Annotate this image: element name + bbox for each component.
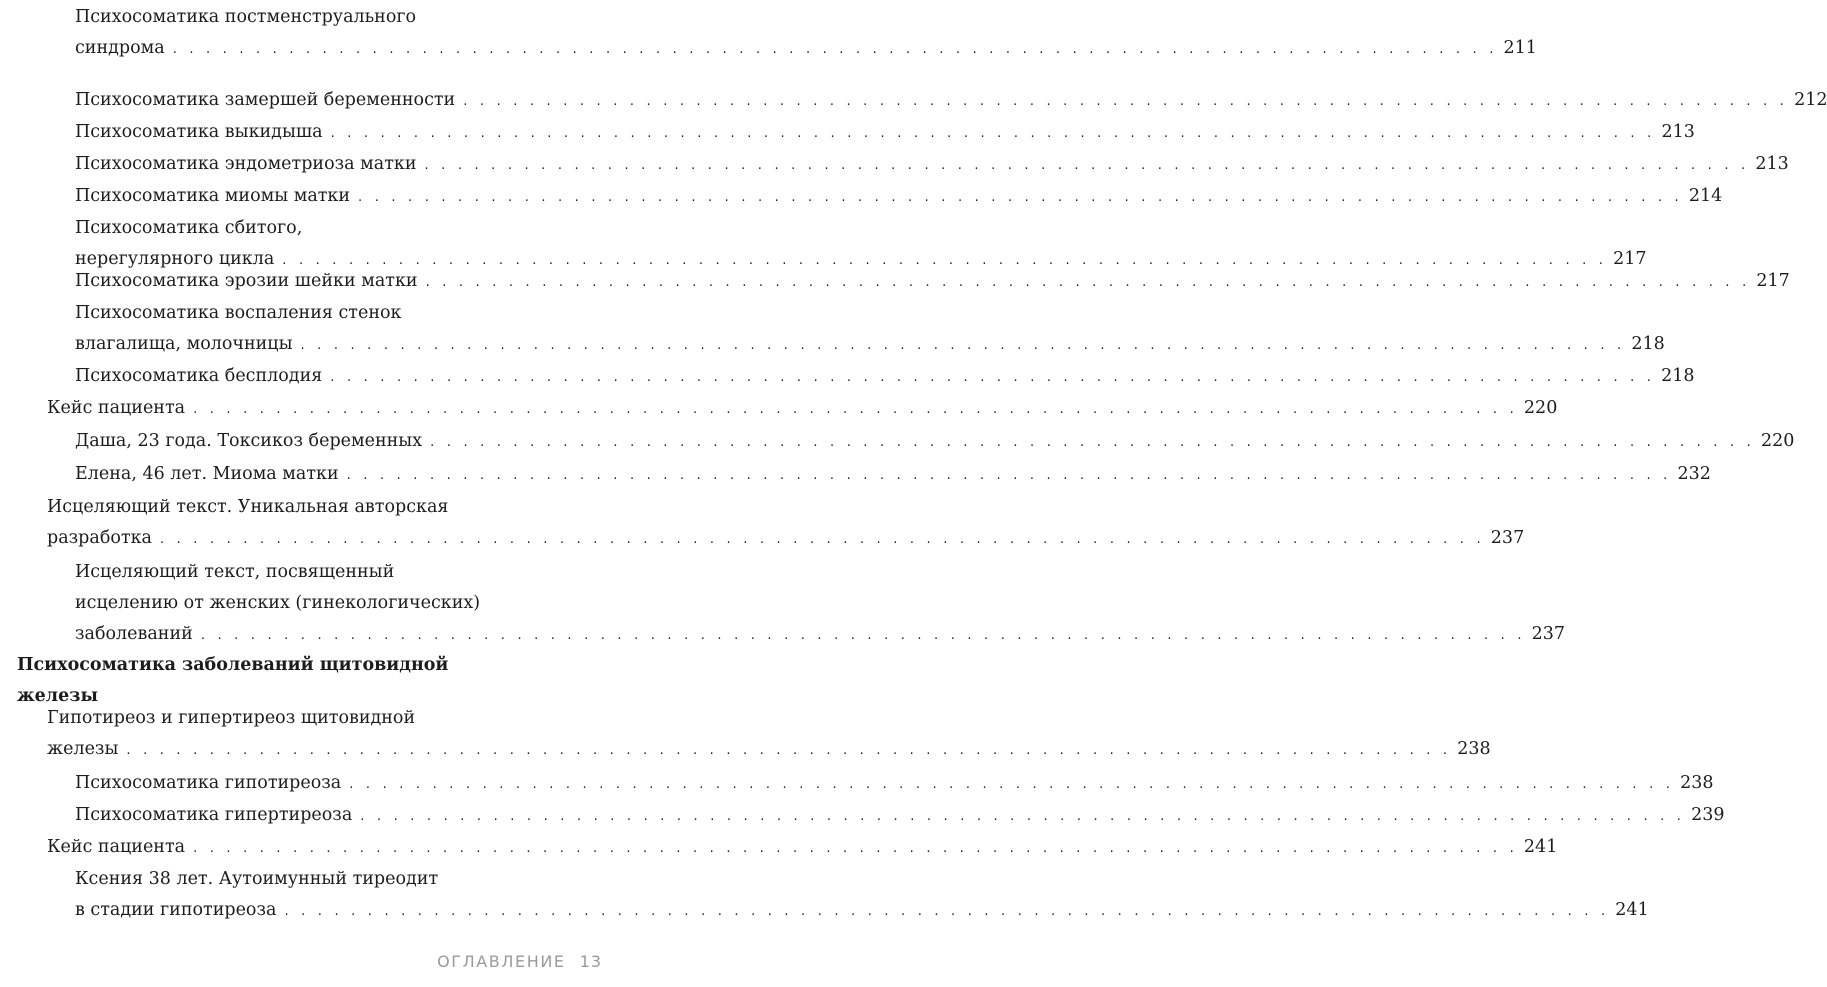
toc-entry-title-line: синдрома (75, 38, 165, 58)
toc-entry-title-line: Психосоматика замершей беременности (75, 90, 456, 110)
toc-page-number: 220 (1760, 431, 1795, 451)
toc-page-number: 218 (1631, 334, 1665, 354)
dot-leader: . . . . . . . . . . . . . . . . . . . . . . . . . . . . . . . . . . . . . . . . . . . . . . . . . . . . . . . . . . . . . . . . . . . . . . . . . . . . . . . . (284, 904, 1610, 919)
toc-page-number: 237 (1531, 624, 1566, 644)
dot-leader: . . . . . . . . . . . . . . . . . . . . . . . . . . . . . . . . . . . . . . . . . . . . . . . . . . . . . . . . . . . . . . . . . . . . . . . . . . . . . . . . (424, 158, 1750, 173)
toc-page-number: 241 (1523, 837, 1558, 857)
toc-page-number: 211 (1503, 38, 1537, 58)
dot-leader: . . . . . . . . . . . . . . . . . . . . . . . . . . . . . . . . . . . . . . . . . . . . . . . . . . . . . . . . . . . . . . . . . . . . . . . . . . . . . . . . (282, 253, 1608, 268)
toc-page-number: 214 (1688, 186, 1723, 206)
toc-entry[interactable] (75, 149, 1789, 180)
dot-leader: . . . . . . . . . . . . . . . . . . . . . . . . . . . . . . . . . . . . . . . . . . . . . . . . . . . . . . . . . . . . . . . . . . . . . . . . . . . . . . . . (300, 338, 1626, 353)
toc-entry-title-line: Психосоматика выкидыша (75, 122, 323, 142)
toc-entry-title-line: Ксения 38 лет. Аутоимунный тиреодит (75, 869, 439, 889)
toc-page-number: 238 (1680, 773, 1714, 793)
toc-entry-title-line: Елена, 46 лет. Миома матки (75, 464, 339, 484)
running-footer (437, 952, 602, 971)
toc-entry[interactable] (47, 832, 1558, 863)
toc-entry[interactable] (75, 864, 1649, 926)
toc-page-number: 218 (1661, 366, 1695, 386)
dot-leader: . . . . . . . . . . . . . . . . . . . . . . . . . . . . . . . . . . . . . . . . . . . . . . . . . . . . . . . . . . . . . . . . . . . . . . . . . . . . . . . . (430, 435, 1755, 450)
toc-entry[interactable] (47, 393, 1558, 424)
toc-entry-title-line: заболеваний (75, 624, 193, 644)
dot-leader: . . . . . . . . . . . . . . . . . . . . . . . . . . . . . . . . . . . . . . . . . . . . . . . . . . . . . . . . . . . . . . . . . . . . . . . . . . . . . . . . (360, 809, 1686, 824)
dot-leader: . . . . . . . . . . . . . . . . . . . . . . . . . . . . . . . . . . . . . . . . . . . . . . . . . . . . . . . . . . . . . . . . . . . . . . . . . . . . . . . . (126, 743, 1452, 758)
dot-leader: . . . . . . . . . . . . . . . . . . . . . . . . . . . . . . . . . . . . . . . . . . . . . . . . . . . . . . . . . . . . . . . . . . . . . . . . . . . . . . . . (330, 370, 1656, 385)
dot-leader: . . . . . . . . . . . . . . . . . . . . . . . . . . . . . . . . . . . . . . . . . . . . . . . . . . . . . . . . . . . . . . . . . . . . . . . . . . . . . . . . (172, 42, 1498, 57)
toc-entry-title-line: Психосоматика гипертиреоза (75, 805, 353, 825)
toc-entry[interactable] (75, 85, 1827, 116)
toc-entry[interactable] (75, 117, 1695, 148)
toc-entry-title-line: Даша, 23 года. Токсикоз беременных (75, 431, 423, 451)
toc-page-number: 217 (1613, 249, 1647, 269)
toc-entry[interactable] (75, 459, 1711, 490)
toc-entry-title-line: Психосоматика гипотиреоза (75, 773, 342, 793)
toc-entry-title-line: Исцеляющий текст, посвященный (75, 562, 395, 582)
toc-entry[interactable] (75, 768, 1714, 799)
dot-leader: . . . . . . . . . . . . . . . . . . . . . . . . . . . . . . . . . . . . . . . . . . . . . . . . . . . . . . . . . . . . . . . . . . . . . . . . . . . . . . . . (200, 628, 1526, 643)
toc-entry-title-line: Психосоматика воспаления стенок (75, 303, 402, 323)
dot-leader: . . . . . . . . . . . . . . . . . . . . . . . . . . . . . . . . . . . . . . . . . . . . . . . . . . . . . . . . . . . . . . . . . . . . . . . . . . . . . . . . (349, 777, 1675, 792)
toc-entry-title-line: нерегулярного цикла (75, 249, 275, 269)
footer-page-number: 13 (579, 952, 602, 971)
toc-page-number: 217 (1756, 271, 1790, 291)
dot-leader: . . . . . . . . . . . . . . . . . . . . . . . . . . . . . . . . . . . . . . . . . . . . . . . . . . . . . . . . . . . . . . . . . . . . . . . . . . . . . . . . (193, 402, 1518, 417)
toc-entry-title-line: Психосоматика бесплодия (75, 366, 323, 386)
toc-entry-title-line: Психосоматика заболеваний щитовидной (17, 655, 449, 675)
toc-entry[interactable] (75, 557, 1566, 650)
toc-entry-title-line: железы (47, 739, 119, 759)
toc-entry[interactable] (75, 2, 1537, 64)
toc-entry-title-line: исцелению от женских (гинекологических) (75, 593, 481, 613)
toc-entry-title-line: Кейс пациента (47, 398, 186, 418)
toc-entry[interactable] (75, 181, 1723, 212)
toc-entry-title-line: Психосоматика сбитого, (75, 218, 303, 238)
toc-entry-title-line: Исцеляющий текст. Уникальная авторская (47, 497, 449, 517)
toc-entry-title-line: Гипотиреоз и гипертиреоз щитовидной (47, 708, 416, 728)
toc-entry-title-line: Психосоматика эрозии шейки матки (75, 271, 418, 291)
dot-leader: . . . . . . . . . . . . . . . . . . . . . . . . . . . . . . . . . . . . . . . . . . . . . . . . . . . . . . . . . . . . . . . . . . . . . . . . . . . . . . . . (425, 275, 1751, 290)
dot-leader: . . . . . . . . . . . . . . . . . . . . . . . . . . . . . . . . . . . . . . . . . . . . . . . . . . . . . . . . . . . . . . . . . . . . . . . . . . . . . . . . (463, 94, 1789, 109)
dot-leader: . . . . . . . . . . . . . . . . . . . . . . . . . . . . . . . . . . . . . . . . . . . . . . . . . . . . . . . . . . . . . . . . . . . . . . . . . . . . . . . . (346, 468, 1672, 483)
toc-entry-title-line: разработка (47, 528, 152, 548)
toc-entry[interactable] (47, 703, 1491, 765)
toc-page-number: 237 (1490, 528, 1525, 548)
toc-page-number: 239 (1691, 805, 1725, 825)
toc-entry[interactable] (75, 800, 1725, 831)
toc-page-number: 241 (1615, 900, 1649, 920)
toc-page-number: 212 (1794, 90, 1827, 110)
toc-entry-title-line: Психосоматика миомы матки (75, 186, 351, 206)
toc-entry-title-line: Психосоматика эндометриоза матки (75, 154, 417, 174)
toc-entry-title-line: железы (17, 686, 98, 706)
toc-page-number: 213 (1755, 154, 1789, 174)
toc-entry[interactable] (75, 266, 1790, 297)
toc-entry[interactable] (75, 298, 1665, 360)
toc-entry[interactable] (75, 426, 1795, 457)
dot-leader: . . . . . . . . . . . . . . . . . . . . . . . . . . . . . . . . . . . . . . . . . . . . . . . . . . . . . . . . . . . . . . . . . . . . . . . . . . . . . . . . (330, 126, 1656, 141)
toc-entry[interactable] (75, 361, 1695, 392)
dot-leader: . . . . . . . . . . . . . . . . . . . . . . . . . . . . . . . . . . . . . . . . . . . . . . . . . . . . . . . . . . . . . . . . . . . . . . . . . . . . . . . . (159, 532, 1485, 547)
toc-entry-title-line: в стадии гипотиреоза (75, 900, 277, 920)
toc-entry-title-line: Психосоматика постменструального (75, 7, 417, 27)
toc-entry-title-line: влагалища, молочницы (75, 334, 293, 354)
toc-page-number: 213 (1661, 122, 1695, 142)
toc-page-number: 238 (1457, 739, 1491, 759)
dot-leader: . . . . . . . . . . . . . . . . . . . . . . . . . . . . . . . . . . . . . . . . . . . . . . . . . . . . . . . . . . . . . . . . . . . . . . . . . . . . . . . . (358, 190, 1683, 205)
toc-page-number: 232 (1677, 464, 1711, 484)
dot-leader: . . . . . . . . . . . . . . . . . . . . . . . . . . . . . . . . . . . . . . . . . . . . . . . . . . . . . . . . . . . . . . . . . . . . . . . . . . . . . . . . (193, 841, 1518, 856)
toc-entry[interactable] (47, 492, 1525, 554)
toc-entry-title-line: Кейс пациента (47, 837, 186, 857)
toc-page-number: 220 (1523, 398, 1558, 418)
footer-section-title: ОГЛАВЛЕНИЕ (437, 952, 566, 971)
